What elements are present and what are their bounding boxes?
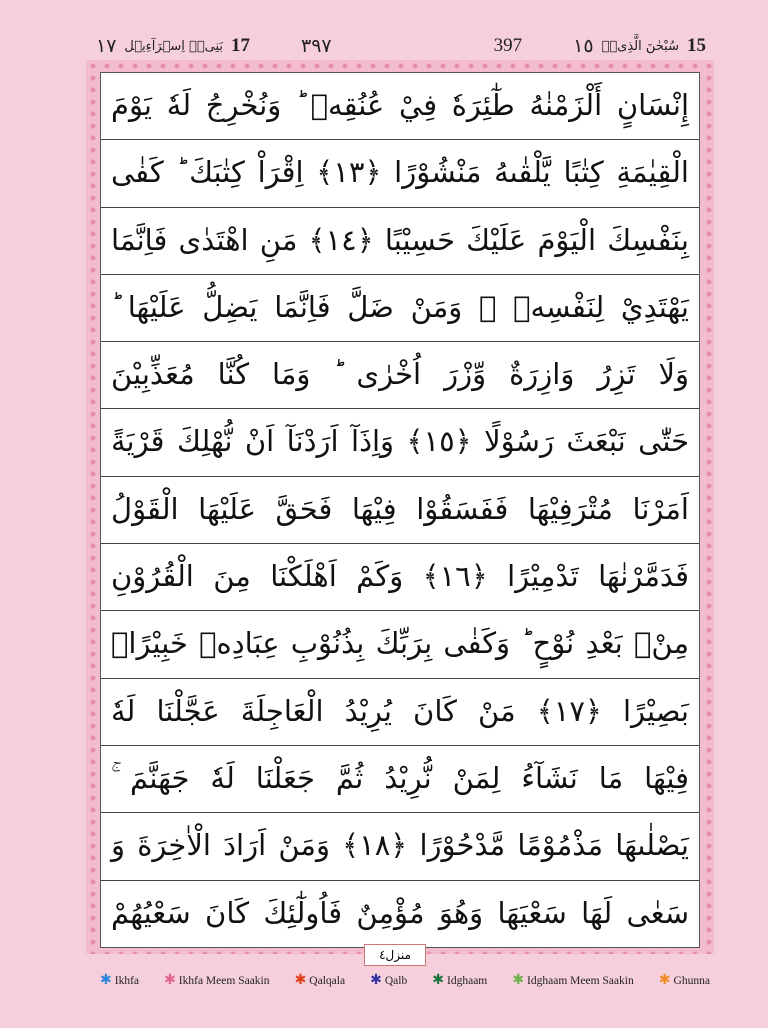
text-line: فِيْهَا مَا نَشَآءُ لِمَنْ نُّرِيْدُ ثُمَّ جَعَلْنَا لَهٗ جَهَنَّمَ ۚ xyxy=(101,746,699,813)
legend-label: Idghaam Meem Saakin xyxy=(527,975,634,987)
page-header xyxy=(96,32,706,60)
manzil-label: منزل٤ xyxy=(364,944,426,966)
text-line: سَعٰى لَهَا سَعْيَهَا وَهُوَ مُؤْمِنٌ فَاُولٰٓئِكَ كَانَ سَعْيُهُمْ xyxy=(111,895,689,930)
text-line: حَتّٰى نَبْعَثَ رَسُوْلًا ﴿١٥﴾ وَاِذَآ اَرَدْنَآ اَنْ نُّهْلِكَ قَرْيَةً xyxy=(101,409,699,476)
legend-label: Ghunna xyxy=(673,975,710,987)
text-line: بَصِيْرًا ﴿١٧﴾ مَنْ كَانَ يُرِيْدُ الْعَاجِلَةَ عَجَّلْنَا لَهٗ xyxy=(101,679,699,746)
text-line: فَدَمَّرْنٰهَا تَدْمِيْرًا ﴿١٦﴾ وَكَمْ اَهْلَكْنَا مِنَ الْقُرُوْنِ xyxy=(101,544,699,611)
legend-item xyxy=(370,974,407,988)
star-icon: ✱ xyxy=(432,973,445,988)
juz-name: بَنِیۡۤ اِسۡرَآءِیۡل xyxy=(124,38,224,54)
legend-label: Ikhfa Meem Saakin xyxy=(178,975,270,987)
star-icon: ✱ xyxy=(370,973,382,988)
text-line: وَلَا تَزِرُ وَازِرَةٌ وِّزْرَ اُخْرٰى ؕ وَمَا كُنَّا مُعَذِّبِيْنَ xyxy=(101,342,699,409)
legend-label: Qalqala xyxy=(309,975,346,987)
legend-item xyxy=(659,974,710,988)
text-line: مِنْۢ بَعْدِ نُوْحٍ ؕ وَكَفٰى بِرَبِّكَ بِذُنُوْبِ عِبَادِهٖ خَبِيْرًاۢ xyxy=(101,611,699,678)
text-line: بِنَفْسِكَ الْيَوْمَ عَلَيْكَ حَسِيْبًا ﴿١٤﴾ مَنِ اهْتَدٰى فَاِنَّمَا xyxy=(101,208,699,275)
sura-number-arabic: ١٥ xyxy=(573,35,594,57)
sura-number: 15 xyxy=(686,35,706,56)
star-icon: ✱ xyxy=(100,973,112,988)
sura-info xyxy=(573,35,706,58)
juz-info xyxy=(96,35,250,58)
sura-name: سُبْحٰنَ الَّذِیۡۤ xyxy=(601,38,679,54)
star-icon: ✱ xyxy=(512,973,525,988)
legend-label: Ikhfa xyxy=(114,975,139,987)
text-line: إِنْسَانٍ أَلْزَمْنٰهُ طٰٓئِرَهٗ فِيْ عُنُقِهٖ ؕ وَنُخْرِجُ لَهٗ يَوْمَ xyxy=(101,73,699,140)
legend-item xyxy=(295,974,346,988)
juz-number: 17 xyxy=(231,35,251,56)
text-line: الْقِيٰمَةِ كِتٰبًا يَّلْقٰىهُ مَنْشُوْرًا ﴿١٣﴾ اِقْرَاْ كِتٰبَكَ ؕ كَفٰى xyxy=(101,140,699,207)
star-icon: ✱ xyxy=(164,973,176,988)
legend-label: Idghaam xyxy=(447,975,488,987)
legend-item xyxy=(512,974,633,988)
legend-label: Qalb xyxy=(384,975,408,987)
text-line: يَهْتَدِيْ لِنَفْسِهٖ ۚ وَمَنْ ضَلَّ فَاِنَّمَا يَضِلُّ عَلَيْهَا ؕ xyxy=(101,275,699,342)
tajweed-legend xyxy=(100,974,710,988)
star-icon: ✱ xyxy=(658,973,671,988)
page-number: 397 xyxy=(493,35,523,56)
quran-text-box xyxy=(100,72,700,948)
legend-item xyxy=(100,974,139,988)
text-line: يَصْلٰىهَا مَذْمُوْمًا مَّدْحُوْرًا ﴿١٨﴾ وَمَنْ اَرَادَ الْاٰخِرَةَ وَ xyxy=(101,813,699,880)
juz-number-arabic: ١٧ xyxy=(96,35,117,57)
legend-item xyxy=(432,974,487,988)
legend-item xyxy=(164,974,269,988)
text-line: اَمَرْنَا مُتْرَفِيْهَا فَفَسَقُوْا فِيْهَا فَحَقَّ عَلَيْهَا الْقَوْلُ xyxy=(101,477,699,544)
page-number-arabic: ٣٩٧ xyxy=(301,35,332,57)
star-icon: ✱ xyxy=(294,973,307,988)
